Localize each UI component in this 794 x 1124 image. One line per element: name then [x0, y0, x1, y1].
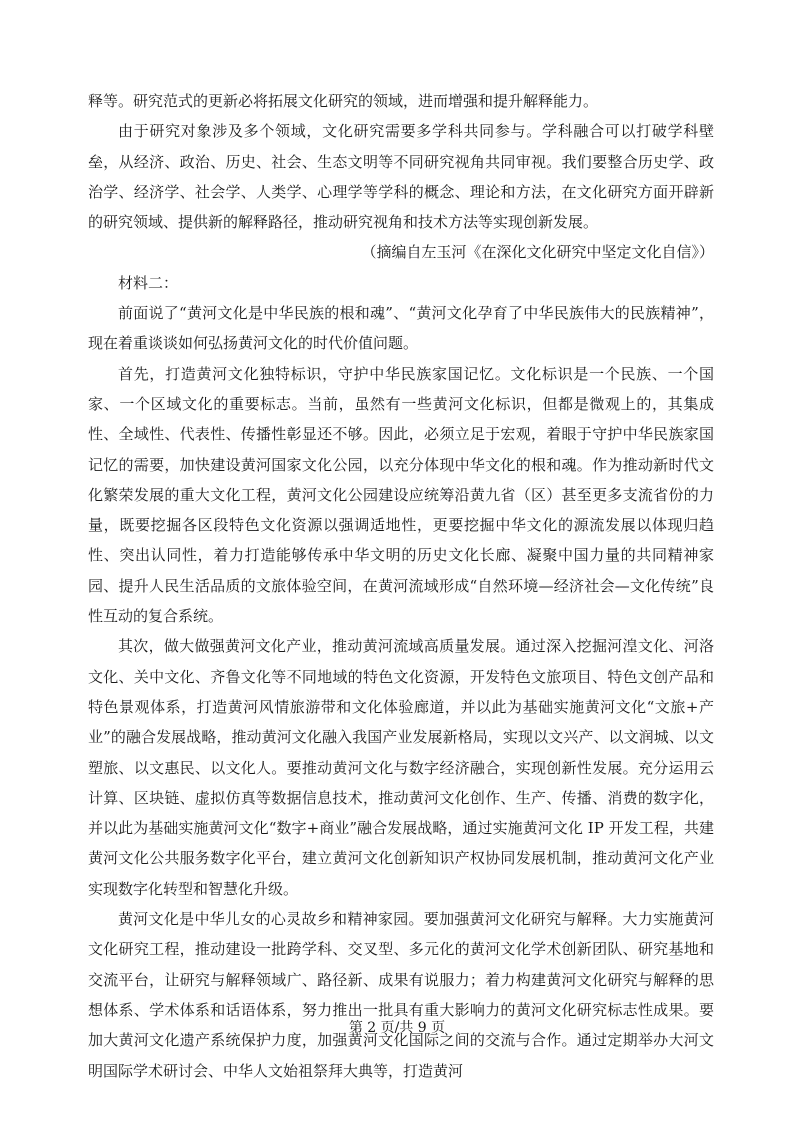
paragraph-second-point: 其次，做大做强黄河文化产业，推动黄河流域高质量发展。通过深入挖掘河湟文化、河洛文化、关中文化、齐鲁文化等不同地域的特色文化资源，开发特色文旅项目、特色文创产品和特色景观体系，打造黄河风情旅游带和文化体验廊道，并以此为基础实施黄河文化“文旅+产业”的融合发展战略，推动黄河文化融入我国产业发展新格局，实现以文兴产、以文润城、以文塑旅、以文惠民、以文化人。要推动黄河文化与数字经济融合，实现创新性发展。充分运用云计算、区块链、虚拟仿真等数据信息技术，推动黄河文化创作、生产、传播、消费的数字化，并以此为基础实施黄河文化“数字+商业”融合发展战略，通过实施黄河文化 IP 开发工程，共建黄河文化公共服务数字化平台，建立黄河文化创新知识产权协同发展机制，推动黄河文化产业实现数字化转型和智慧化升级。: [88, 637, 714, 898]
paragraph-first-point: 首先，打造黄河文化独特标识，守护中华民族家国记忆。文化标识是一个民族、一个国家、一个区域文化的重要标志。当前，虽然有一些黄河文化标识，但都是微观上的，其集成性、全域性、代表性、传播性彰显还不够。因此，必须立足于宏观，着眼于守护中华民族家国记忆的需要，加快建设黄河国家文化公园，以充分体现中华文化的根和魂。作为推动新时代文化繁荣发展的重大文化工程，黄河文化公园建设应统筹沿黄九省（区）甚至更多支流省份的力量，既要挖掘各区段特色文化资源以强调适地性，更要挖掘中华文化的源流发展以体现归趋性、突出认同性，着力打造能够传承中华文明的历史文化长廊、凝聚中国力量的共同精神家园、提升人民生活品质的文旅体验空间，在黄河流域形成“自然环境—经济社会—文化传统”良性互动的复合系统。: [88, 364, 714, 626]
page-number-footer: 第 2 页/共 9 页: [348, 1020, 446, 1036]
paragraph-third-point: 黄河文化是中华儿女的心灵故乡和精神家园。要加强黄河文化研究与解释。大力实施黄河文化研究工程，推动建设一批跨学科、交叉型、多元化的黄河文化学术创新团队、研究基地和交流平台，让研究与解释领域广、路径新、成果有说服力；着力构建黄河文化研究与解释的思想体系、学术体系和话语体系，努力推出一批具有重大影响力的黄河文化研究标志性成果。要加大黄河文化遗产系统保护力度，加强黄河文化国际之间的交流与合作。通过定期举办大河文明国际学术研讨会、中华人文始祖祭拜大典等，打造黄河: [88, 910, 714, 1080]
page-body: [88, 86, 714, 1086]
material-heading: 材料二：: [118, 273, 179, 292]
paragraph-continuation: 释等。研究范式的更新必将拓展文化研究的领域，进而增强和提升解释能力。: [88, 92, 599, 110]
paragraph-interdisciplinary: 由于研究对象涉及多个领域，文化研究需要多学科共同参与。学科融合可以打破学科壁垒，从经济、政治、历史、社会、生态文明等不同研究视角共同审视。我们要整合历史学、政治学、经济学、社会学、人类学、心理学等学科的概念、理论和方法，在文化研究方面开辟新的研究领域、提供新的解释路径，推动研究视角和技术方法等实现创新发展。: [88, 122, 714, 232]
paragraph-intro: 前面说了“黄河文化是中华民族的根和魂”、“黄河文化孕育了中华民族伟大的民族精神”，现在着重谈谈如何弘扬黄河文化的时代价值问题。: [88, 304, 714, 353]
source-citation: （摘编自左玉河《在深化文化研究中坚定文化自信》）: [361, 243, 714, 262]
